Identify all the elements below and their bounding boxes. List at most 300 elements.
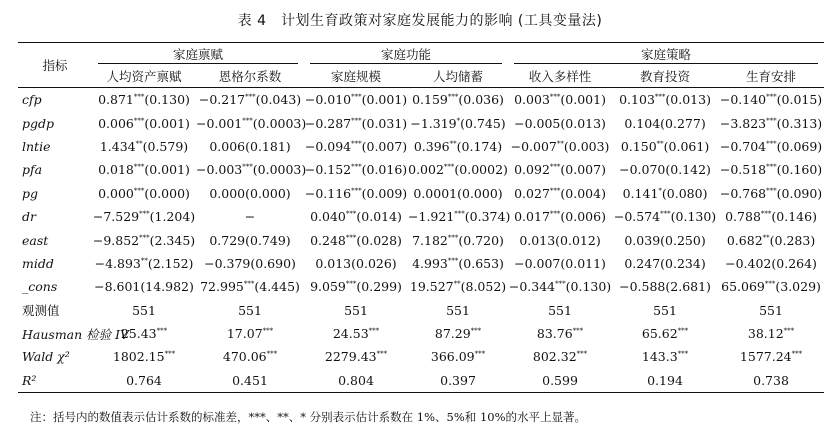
table-cell: [408, 228, 508, 251]
table-cell: [508, 275, 612, 298]
table-cell: [304, 275, 408, 298]
cell-value: 0.000: [209, 185, 246, 201]
table-cell: [508, 182, 612, 205]
table-row: [18, 182, 824, 205]
standard-error: (0.007): [560, 162, 606, 178]
cell-value: 87.29: [434, 326, 471, 342]
table-cell: [92, 135, 196, 158]
column-header: 收入多样性: [528, 69, 592, 84]
table-cell: [408, 252, 508, 275]
row-label: pgdp: [22, 115, 55, 131]
standard-error: (0.579): [142, 138, 189, 154]
cell-value: 551: [446, 302, 470, 318]
cell-value: 0.397: [440, 372, 476, 388]
group-header: 家庭功能: [304, 43, 508, 66]
cell-value: 1577.24: [739, 349, 792, 365]
regression-table: [18, 42, 824, 393]
table-cell: [408, 182, 508, 205]
table-row: [18, 228, 824, 251]
significance-stars: **: [656, 139, 664, 148]
significance-stars: ***: [376, 350, 388, 359]
column-header: 恩格尔系数: [218, 69, 282, 84]
table-cell: [612, 322, 718, 345]
significance-stars: ***: [266, 350, 278, 359]
cell-value: 0.159: [412, 92, 448, 108]
table-cell: [612, 135, 718, 158]
cell-value: −0.094: [304, 138, 352, 154]
standard-error: (0.011): [560, 255, 606, 271]
table-row: [18, 275, 824, 298]
group-header: 家庭策略: [508, 43, 824, 66]
standard-error: (0.234): [660, 255, 706, 271]
table-cell: [612, 111, 718, 134]
table-cell: [92, 182, 196, 205]
cell-value: 0.871: [98, 92, 134, 108]
cell-value: 0.0001: [413, 185, 458, 201]
standard-error: (0.031): [361, 115, 408, 131]
cell-value: 1.434: [99, 138, 136, 154]
table-row: [18, 88, 824, 112]
cell-value: 0.682: [726, 232, 763, 248]
cell-value: 0.000: [98, 185, 134, 201]
row-label: Hausman 检验 IV: [22, 326, 130, 342]
table-cell: [196, 135, 304, 158]
table-cell: [612, 228, 718, 251]
cell-value: 0.092: [514, 162, 550, 178]
table-cell: [508, 228, 612, 251]
table-row: [18, 135, 824, 158]
cell-value: 24.53: [332, 326, 369, 342]
table-body: [18, 88, 824, 393]
table-cell: [408, 345, 508, 368]
table-cell: [196, 299, 304, 322]
cell-value: −0.574: [613, 209, 661, 225]
cell-value: 0.194: [647, 372, 683, 388]
table-cell: [92, 345, 196, 368]
significance-stars: ***: [766, 139, 777, 148]
significance-stars: ***: [766, 116, 777, 125]
significance-stars: ***: [139, 233, 150, 242]
table-cell: [196, 275, 304, 298]
standard-error: (0.016): [361, 162, 408, 178]
table-cell: [92, 158, 196, 181]
row-label: Wald χ²: [22, 349, 70, 365]
table-cell: [92, 252, 196, 275]
cell-value: −0.379: [204, 255, 251, 271]
cell-value: 802.32: [532, 349, 577, 365]
cell-value: −0.070: [619, 162, 666, 178]
standard-error: (0.283): [769, 232, 816, 248]
cell-value: −0.287: [304, 115, 352, 131]
column-header: 生育安排: [746, 69, 797, 84]
group-header: 家庭禀赋: [92, 43, 304, 66]
table-cell: [408, 369, 508, 393]
cell-value: 0.017: [514, 209, 550, 225]
table-row: [18, 299, 824, 322]
standard-error: (0.026): [351, 255, 397, 271]
table-cell: [92, 275, 196, 298]
standard-error: (0.001): [144, 162, 190, 178]
table-cell: [304, 299, 408, 322]
table-cell: [408, 111, 508, 134]
table-cell: [718, 158, 824, 181]
row-label: 观测值: [22, 303, 60, 319]
cell-value: 551: [344, 302, 368, 318]
standard-error: (0.130): [565, 279, 612, 295]
cell-value: −0.768: [719, 185, 767, 201]
cell-value: 0.247: [624, 255, 661, 271]
cell-value: 0.764: [126, 372, 162, 388]
standard-error: (0.028): [356, 232, 402, 248]
table-cell: [718, 345, 824, 368]
significance-stars: ***: [549, 186, 561, 195]
standard-error: (0.174): [456, 138, 503, 154]
table-cell: [196, 111, 307, 134]
significance-stars: ***: [133, 186, 145, 195]
significance-stars: ***: [351, 93, 362, 102]
table-cell: [196, 88, 304, 112]
column-header: 人均储蓄: [433, 69, 484, 84]
significance-stars: ***: [345, 210, 357, 219]
significance-stars: ***: [164, 350, 176, 359]
standard-error: (0.069): [776, 138, 823, 154]
significance-stars: **: [453, 280, 461, 289]
cell-value: −0.007: [514, 255, 561, 271]
table-cell: [304, 182, 408, 205]
cell-value: 1802.15: [112, 349, 165, 365]
cell-value: 0.729: [209, 232, 246, 248]
cell-value: 0.013: [315, 255, 352, 271]
table-cell: [196, 182, 304, 205]
row-label: east: [22, 232, 49, 248]
indicator-header: 指标: [42, 58, 68, 73]
standard-error: (0.007): [361, 138, 408, 154]
standard-error: (0.004): [560, 185, 606, 201]
table-cell: [196, 322, 304, 345]
significance-stars: **: [449, 139, 457, 148]
table-cell: [718, 228, 824, 251]
cell-value: 551: [548, 302, 572, 318]
table-cell: [718, 182, 824, 205]
table-cell: [92, 88, 196, 112]
table-cell: [196, 252, 304, 275]
cell-value: 0.039: [624, 232, 661, 248]
significance-stars: ***: [470, 327, 482, 336]
significance-stars: ***: [345, 280, 357, 289]
significance-stars: ***: [447, 233, 459, 242]
significance-stars: ***: [447, 256, 459, 265]
significance-stars: ***: [262, 327, 274, 336]
table-cell: [612, 369, 718, 393]
table-cell: [408, 88, 508, 112]
row-label: R²: [22, 372, 37, 388]
cell-value: 0.141: [622, 185, 659, 201]
row-label: pfa: [22, 162, 43, 178]
significance-stars: ***: [245, 93, 256, 102]
column-header: 家庭规模: [331, 69, 382, 84]
significance-stars: ***: [351, 116, 362, 125]
standard-error: (0.653): [458, 255, 504, 271]
cell-value: −3.823: [719, 115, 767, 131]
table-cell: [508, 111, 612, 134]
cell-value: 65.069: [721, 279, 765, 295]
cell-value: 0.018: [98, 162, 134, 178]
table-cell: [304, 345, 408, 368]
standard-error: (14.982): [140, 279, 194, 295]
table-cell: [304, 111, 408, 134]
cell-value: −0.005: [514, 115, 561, 131]
significance-stars: ***: [766, 93, 777, 102]
table-cell: [718, 299, 824, 322]
cell-value: −0.116: [304, 185, 352, 201]
standard-error: (0.130): [144, 92, 190, 108]
cell-value: −9.852: [92, 232, 140, 248]
cell-value: −0.001: [196, 115, 243, 131]
table-title: 表 4 计划生育政策对家庭发展能力的影响 (工具变量法): [237, 13, 603, 29]
cell-value: 0.599: [542, 372, 578, 388]
significance-stars: ***: [576, 350, 588, 359]
standard-error: (0.374): [464, 209, 511, 225]
cell-value: −1.921: [408, 209, 455, 225]
significance-stars: ***: [677, 350, 689, 359]
table-cell: [196, 158, 307, 181]
table-cell: [612, 345, 718, 368]
table-cell: [304, 228, 408, 251]
table-cell: [718, 275, 824, 298]
table-cell: [718, 88, 824, 112]
significance-stars: ***: [783, 327, 795, 336]
table-cell: [92, 205, 196, 228]
row-label: pg: [22, 185, 39, 201]
cell-value: 551: [132, 302, 156, 318]
table-cell: [196, 205, 304, 228]
table-cell: [408, 299, 508, 322]
table-cell: [508, 135, 612, 158]
significance-stars: ***: [555, 280, 566, 289]
table-cell: [612, 299, 718, 322]
cell-value: −1.319: [410, 115, 457, 131]
table-cell: [304, 88, 408, 112]
significance-stars: ***: [766, 186, 777, 195]
table-cell: [92, 369, 196, 393]
cell-value: 38.12: [747, 326, 784, 342]
table-cell: [196, 345, 304, 368]
table-cell: [92, 299, 196, 322]
standard-error: (0.745): [460, 115, 506, 131]
cell-value: 551: [653, 302, 677, 318]
table-cell: [508, 252, 612, 275]
row-label: dr: [22, 209, 36, 225]
table-cell: [718, 322, 824, 345]
standard-error: (0.013): [665, 92, 711, 108]
standard-error: (2.681): [665, 279, 711, 295]
cell-value: 551: [759, 302, 783, 318]
cell-value: 25.43: [120, 326, 157, 342]
cell-value: 551: [238, 302, 262, 318]
standard-error: (0.0003): [252, 115, 307, 131]
table-cell: [196, 369, 304, 393]
standard-error: (0.013): [560, 115, 606, 131]
cell-value: −0.007: [510, 138, 557, 154]
significance-stars: ***: [760, 210, 772, 219]
standard-error: (0.080): [661, 185, 708, 201]
cell-value: 2279.43: [324, 349, 377, 365]
cell-value: 17.07: [226, 326, 263, 342]
standard-error: (1.204): [149, 209, 196, 225]
significance-stars: ***: [654, 93, 666, 102]
significance-stars: ***: [243, 280, 255, 289]
table-cell: [612, 252, 718, 275]
table-cell: [304, 252, 408, 275]
cell-value: 0.040: [310, 209, 346, 225]
standard-error: (8.052): [460, 279, 507, 295]
column-header: 人均资产禀赋: [106, 69, 182, 84]
cell-value: −0.152: [304, 162, 352, 178]
table-row: [18, 252, 824, 275]
cell-value: 0.013: [519, 232, 556, 248]
cell-value: −4.893: [94, 255, 141, 271]
table-cell: [408, 135, 508, 158]
row-label: lntie: [22, 138, 51, 154]
table-cell: [408, 275, 508, 298]
standard-error: (0.014): [356, 209, 402, 225]
cell-value: −0.518: [719, 162, 767, 178]
cell-value: 366.09: [430, 349, 475, 365]
table-cell: [304, 369, 408, 393]
table-cell: [304, 205, 408, 228]
table-note: 注：括号内的数值表示估计系数的标准差，***、**、* 分别表示估计系数在 1%、5%和 10%的水平上显著。: [30, 410, 587, 424]
standard-error: (0.015): [776, 92, 823, 108]
standard-error: (0.160): [776, 162, 823, 178]
cell-value: −0.704: [719, 138, 767, 154]
cell-value: 0.248: [310, 232, 346, 248]
cell-value: 0.804: [338, 372, 374, 388]
cell-value: 65.62: [641, 326, 678, 342]
table-cell: [304, 135, 408, 158]
standard-error: (0.277): [660, 115, 706, 131]
significance-stars: ***: [242, 116, 253, 125]
significance-stars: ***: [351, 139, 362, 148]
table-cell: [408, 322, 508, 345]
cell-value: 19.527: [409, 279, 454, 295]
table-row: [18, 322, 824, 345]
cell-value: 83.76: [536, 326, 573, 342]
significance-stars: ***: [345, 233, 357, 242]
significance-stars: ***: [351, 186, 362, 195]
table-cell: [718, 135, 824, 158]
table-cell: [92, 111, 196, 134]
cell-value: 0.027: [514, 185, 550, 201]
significance-stars: ***: [156, 327, 168, 336]
cell-value: 0.738: [753, 372, 789, 388]
standard-error: (0.0002): [454, 162, 508, 178]
standard-error: (0.009): [361, 185, 408, 201]
table-row: [18, 205, 824, 228]
standard-error: (0.001): [144, 115, 190, 131]
table-cell: [408, 205, 511, 228]
standard-error: (3.029): [775, 279, 821, 295]
table-cell: [612, 205, 718, 228]
table-cell: [508, 88, 612, 112]
significance-stars: ***: [660, 210, 671, 219]
standard-error: (0.043): [255, 92, 302, 108]
table-cell: [304, 322, 408, 345]
cell-value: −8.601: [94, 279, 141, 295]
significance-stars: **: [140, 256, 148, 265]
standard-error: (0.012): [555, 232, 601, 248]
table-cell: [196, 228, 304, 251]
standard-error: (0.000): [245, 185, 291, 201]
significance-stars: ***: [447, 93, 459, 102]
cell-value: −: [244, 209, 256, 225]
significance-stars: ***: [133, 116, 145, 125]
cell-value: 4.993: [412, 255, 448, 271]
cell-value: −0.402: [725, 255, 772, 271]
cell-value: 9.059: [310, 279, 346, 295]
cell-value: 0.006: [98, 115, 134, 131]
standard-error: (0.264): [771, 255, 817, 271]
standard-error: (0.000): [144, 185, 190, 201]
table-cell: [92, 228, 196, 251]
standard-error: (0.146): [771, 209, 817, 225]
standard-error: (4.445): [254, 279, 300, 295]
significance-stars: ***: [351, 163, 362, 172]
cell-value: 72.995: [200, 279, 244, 295]
table-row: [18, 111, 824, 134]
standard-error: (0.0003): [252, 162, 307, 178]
table-cell: [718, 111, 824, 134]
significance-stars: ***: [677, 327, 689, 336]
standard-error: (0.061): [663, 138, 710, 154]
significance-stars: ***: [791, 350, 803, 359]
standard-error: (2.345): [149, 232, 196, 248]
significance-stars: **: [762, 233, 770, 242]
standard-error: (0.181): [245, 138, 291, 154]
significance-stars: ***: [133, 163, 145, 172]
standard-error: (0.690): [250, 255, 296, 271]
significance-stars: ***: [764, 280, 776, 289]
significance-stars: *: [658, 186, 662, 195]
cell-value: −0.140: [719, 92, 767, 108]
significance-stars: ***: [454, 210, 465, 219]
row-label: cfp: [22, 92, 42, 108]
significance-stars: ***: [443, 163, 455, 172]
row-label: _cons: [22, 279, 58, 295]
standard-error: (0.003): [563, 138, 610, 154]
cell-value: 470.06: [222, 349, 267, 365]
standard-error: (0.000): [457, 185, 503, 201]
significance-stars: ***: [133, 93, 145, 102]
cell-value: −0.217: [198, 92, 246, 108]
table-cell: [612, 182, 718, 205]
cell-value: −0.588: [619, 279, 666, 295]
cell-value: 0.150: [620, 138, 657, 154]
significance-stars: ***: [139, 210, 150, 219]
table-cell: [508, 205, 612, 228]
table-cell: [408, 158, 508, 181]
table-cell: [508, 299, 612, 322]
cell-value: 143.3: [641, 349, 678, 365]
standard-error: (0.006): [560, 209, 606, 225]
significance-stars: ***: [549, 210, 561, 219]
standard-error: (0.036): [458, 92, 504, 108]
table-cell: [718, 205, 824, 228]
table-cell: [508, 345, 612, 368]
significance-stars: ***: [549, 93, 561, 102]
cell-value: −0.344: [508, 279, 556, 295]
table-cell: [718, 252, 824, 275]
standard-error: (0.313): [776, 115, 823, 131]
